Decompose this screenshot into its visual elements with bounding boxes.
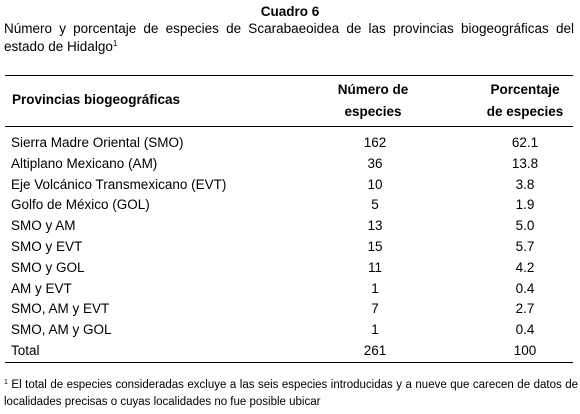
header-porcentaje-line2: de especies <box>486 104 564 119</box>
table-header-rule <box>5 126 573 127</box>
table-row <box>0 154 580 175</box>
table-row <box>0 175 580 196</box>
cell-porcentaje: 0.4 <box>515 280 535 296</box>
table-bottom-rule <box>5 362 573 363</box>
table-row <box>0 133 580 154</box>
cell-numero: 1 <box>371 322 379 338</box>
cell-provincia: SMO y AM <box>11 218 76 234</box>
cell-porcentaje: 5.0 <box>515 218 535 234</box>
footnote-text: El total de especies consideradas excluye a las seis especies introducidas y a nueve que carecen de datos de localidades precisas o cuyas localidades no fue posible ubicar <box>4 379 578 408</box>
caption-footnote-mark: 1 <box>112 39 118 48</box>
cell-porcentaje: 4.2 <box>515 259 535 275</box>
header-provincias: Provincias biogeográficas <box>12 92 181 107</box>
table-row <box>0 279 580 300</box>
cell-provincia: Eje Volcánico Transmexicano (EVT) <box>11 176 227 192</box>
cell-numero: 36 <box>367 155 383 171</box>
header-numero-line1: Número de <box>337 82 409 97</box>
footnote-mark: 1 <box>4 379 8 386</box>
cell-porcentaje: 2.7 <box>515 301 535 317</box>
cell-porcentaje: 100 <box>513 342 537 358</box>
table-top-rule <box>5 75 573 76</box>
header-numero-line2: especies <box>344 104 402 119</box>
table-body <box>0 133 580 362</box>
cell-porcentaje: 62.1 <box>511 135 539 150</box>
table-row <box>0 299 580 320</box>
table-caption <box>4 20 574 56</box>
cell-porcentaje: 13.8 <box>511 155 539 171</box>
table-row <box>0 216 580 237</box>
cell-numero: 7 <box>371 301 379 317</box>
cell-numero: 15 <box>367 238 383 254</box>
cell-provincia: SMO, AM y EVT <box>11 301 110 317</box>
cell-numero: 1 <box>371 280 379 296</box>
header-numero <box>318 79 428 123</box>
cell-numero: 261 <box>363 342 387 358</box>
cell-porcentaje: 5.7 <box>515 238 535 254</box>
table-row <box>0 341 580 362</box>
cell-porcentaje: 1.9 <box>515 197 535 213</box>
header-porcentaje <box>470 79 580 123</box>
cell-numero: 11 <box>367 259 382 275</box>
table-row <box>0 258 580 279</box>
cell-provincia: Total <box>11 342 40 358</box>
cell-provincia: SMO y EVT <box>11 238 83 254</box>
cell-provincia: SMO y GOL <box>11 259 85 275</box>
cell-numero: 10 <box>367 176 383 192</box>
cell-provincia: Altiplano Mexicano (AM) <box>11 155 158 171</box>
footnote <box>4 377 578 411</box>
cell-porcentaje: 0.4 <box>515 322 535 338</box>
table-title: Cuadro 6 <box>260 4 320 19</box>
table-row <box>0 320 580 341</box>
cell-provincia: AM y EVT <box>11 280 72 296</box>
table-row <box>0 195 580 216</box>
cell-numero: 13 <box>367 218 383 234</box>
cell-numero: 162 <box>363 135 387 150</box>
header-porcentaje-line1: Porcentaje <box>490 82 560 97</box>
table-row <box>0 237 580 258</box>
caption-text: Número y porcentaje de especies de Scarabaeoidea de las provincias biogeográficas del estado de Hidalgo <box>4 21 574 54</box>
cell-provincia: SMO, AM y GOL <box>11 322 112 338</box>
cell-provincia: Golfo de México (GOL) <box>11 197 150 213</box>
cell-numero: 5 <box>371 197 379 213</box>
cell-provincia: Sierra Madre Oriental (SMO) <box>11 135 184 150</box>
cell-porcentaje: 3.8 <box>515 176 535 192</box>
